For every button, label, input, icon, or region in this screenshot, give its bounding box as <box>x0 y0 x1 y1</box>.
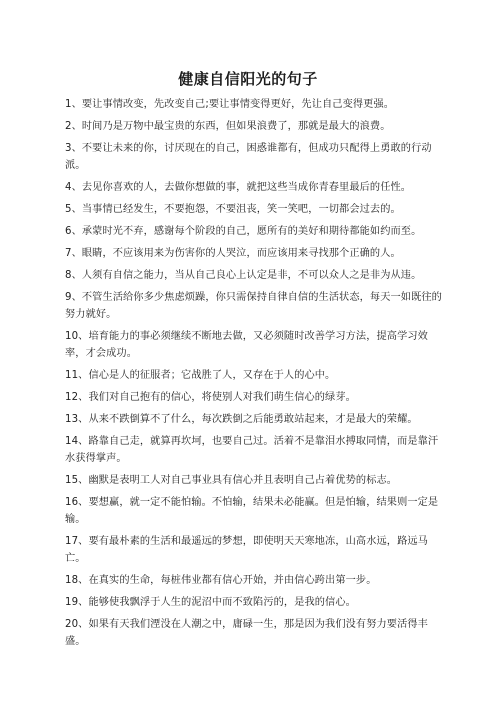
list-item: 2、时间乃是万物中最宝贵的东西，但如果浪费了，那就是最大的浪费。 <box>65 121 391 132</box>
list-item: 11、信心是人的征服者；它战胜了人，又存在于人的心中。 <box>65 370 336 381</box>
list-item: 8、人须有自信之能力，当从自己良心上认定是非，不可以众人之是非为从违。 <box>65 270 422 281</box>
list-item: 10、培育能力的事必须继续不断地去做，又必须随时改善学习方法，提高学习效率，才会成功。 <box>65 331 428 359</box>
list-item: 6、承蒙时光不弃，感谢每个阶段的自己，愿所有的美好和期待都能如约而至。 <box>65 226 422 237</box>
list-item: 20、如果有天我们湮没在人潮之中，庸碌一生，那是因为我们没有努力要活得丰盛。 <box>65 619 428 647</box>
list-item: 9、不管生活给你多少焦虑烦躁，你只需保持自律自信的生活状态，每天一如既往的努力就好。 <box>65 292 442 320</box>
list-item: 5、当事情已经发生，不要抱怨，不要沮丧，笑一笑吧，一切都会过去的。 <box>65 204 401 215</box>
document-title: 健康自信阳光的句子 <box>178 70 318 88</box>
list-item: 18、在真实的生命，每桩伟业都有信心开始，并由信心跨出第一步。 <box>65 575 377 586</box>
list-item: 16、要想赢，就一定不能怕输。不怕输，结果未必能赢。但是怕输，结果则一定是输。 <box>65 497 439 525</box>
list-item: 12、我们对自己抱有的信心，将使别人对我们萌生信心的绿芽。 <box>65 392 356 403</box>
list-item: 14、路靠自己走，就算再坎坷，也要自己过。活着不是靠泪水搏取同情，而是靠汗水获得掌声。 <box>65 436 439 464</box>
list-item: 15、幽默是表明工人对自己事业具有信心并且表明自己占着优势的标志。 <box>65 475 398 486</box>
list-item: 19、能够使我飘浮于人生的泥沼中而不致陷污的，是我的信心。 <box>65 597 356 608</box>
list-item: 1、要让事情改变，先改变自己;要让事情变得更好，先让自己变得更强。 <box>65 99 395 110</box>
list-item: 13、从来不跌倒算不了什么，每次跌倒之后能勇敢站起来，才是最大的荣耀。 <box>65 414 418 425</box>
list-item: 4、去见你喜欢的人，去做你想做的事，就把这些当成你青春里最后的任性。 <box>65 182 412 193</box>
list-item: 3、不要让未来的你，讨厌现在的自己，困惑谁都有，但成功只配得上勇敢的行动派。 <box>65 143 432 171</box>
list-item: 7、眼睛，不应该用来为伤害你的人哭泣，而应该用来寻找那个正确的人。 <box>65 248 401 259</box>
sentence-list <box>65 96 445 655</box>
list-item: 17、要有最朴素的生活和最遥远的梦想，即使明天天寒地冻，山高水远，路远马亡。 <box>65 536 428 564</box>
